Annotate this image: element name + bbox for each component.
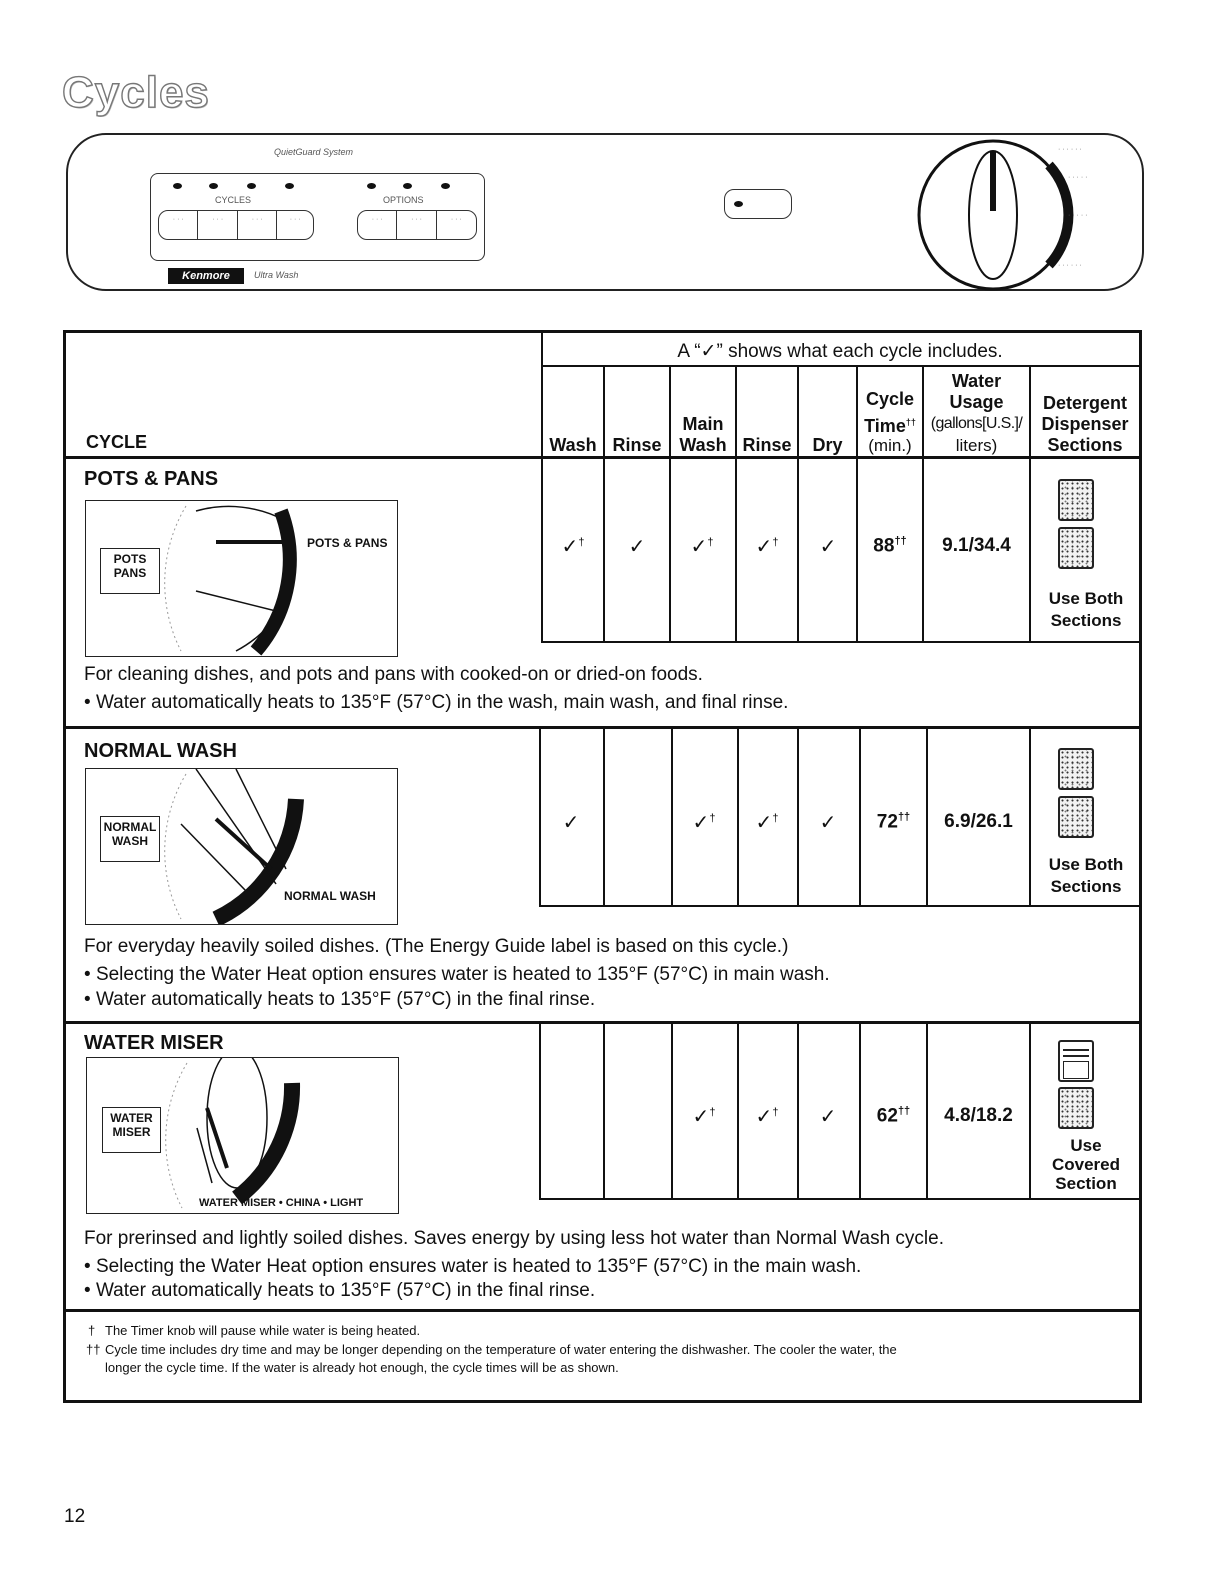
desc-pots: For cleaning dishes, and pots and pans with cooked-on or dried-on foods. <box>84 664 703 685</box>
cycle-time-pots: 88†† <box>873 535 907 557</box>
check-rinse-2: ✓† <box>755 536 779 558</box>
col-header-det-2: Dispenser <box>1041 414 1129 434</box>
pots-pans-dial-label: POTS & PANS <box>307 536 388 550</box>
col-header-main-wash-2: Wash <box>679 435 727 455</box>
system-label: QuietGuard System <box>274 147 354 157</box>
control-panel-illustration <box>66 133 1144 291</box>
col-header-water-1: Water <box>951 371 1002 391</box>
det-note-pots: Use Both Sections <box>1048 589 1124 630</box>
desc-normal: For everyday heavily soiled dishes. (The Energy Guide label is based on this cycle.) <box>84 936 789 957</box>
water-usage-normal: 6.9/26.1 <box>944 811 1013 832</box>
col-header-cycle-time-2: Time†† <box>864 416 916 436</box>
svg-text:· · · · ·: · · · · · <box>1068 174 1088 181</box>
col-header-cycle: CYCLE <box>86 432 148 452</box>
col-header-wash: Wash <box>549 435 597 455</box>
check-dry: ✓ <box>819 536 837 558</box>
col-header-water-4: liters) <box>955 436 998 455</box>
check-main-wash: ✓† <box>692 812 716 834</box>
detergent-open-icon <box>1058 1087 1094 1129</box>
check-main-wash: ✓† <box>690 536 714 558</box>
detergent-open-icon <box>1058 796 1094 838</box>
footnote-1: † The Timer knob will pause while water is being heated. <box>88 1323 421 1338</box>
cycle-buttons: · · · · · · · · · · · · <box>158 210 314 240</box>
check-dry: ✓ <box>819 1106 837 1128</box>
check-wash: ✓† <box>561 536 585 558</box>
water-usage-miser: 4.8/18.2 <box>944 1105 1013 1126</box>
water-miser-dial-label: WATER MISER • CHINA • LIGHT <box>199 1197 364 1209</box>
brand-sub: Ultra Wash <box>254 270 299 280</box>
option-buttons: · · · · · · · · · <box>357 210 477 240</box>
detergent-covered-icon <box>1058 1040 1094 1082</box>
col-header-rinse: Rinse <box>612 435 662 455</box>
col-header-water-3: (gallons[U.S.]/ <box>930 415 1023 432</box>
water-usage-pots: 9.1/34.4 <box>942 535 1011 556</box>
detergent-open-icon <box>1058 527 1094 569</box>
col-header-det-1: Detergent <box>1042 393 1127 413</box>
bullet-miser-2: • Water automatically heats to 135°F (57°C) in the final rinse. <box>84 1280 596 1301</box>
col-header-rinse-2: Rinse <box>742 435 792 455</box>
check-rinse-2: ✓† <box>755 812 779 834</box>
water-miser-button: WATER MISER <box>102 1107 161 1153</box>
check-rinse-2: ✓† <box>755 1106 779 1128</box>
pots-pans-button: POTS PANS <box>100 548 160 594</box>
cycle-options-button-group <box>150 173 485 261</box>
col-header-cycle-time-1: Cycle <box>865 389 915 409</box>
check-wash: ✓ <box>562 812 580 834</box>
cycle-time-miser: 62†† <box>876 1105 911 1127</box>
check-dry: ✓ <box>819 812 837 834</box>
water-miser-illustration <box>86 1057 399 1214</box>
col-header-cycle-time-3: (min.) <box>868 436 912 455</box>
bullet-normal-2: • Water automatically heats to 135°F (57°C) in the final rinse. <box>84 989 596 1010</box>
det-note-miser: Use Covered Section <box>1051 1136 1121 1193</box>
detergent-open-icon <box>1058 479 1094 521</box>
center-indicator <box>724 189 792 219</box>
row-title-water-miser: WATER MISER <box>84 1032 224 1054</box>
desc-miser: For prerinsed and lightly soiled dishes. Saves energy by using less hot water than Normal Wash cycle. <box>84 1228 944 1249</box>
normal-wash-illustration <box>85 768 398 925</box>
cycles-label: CYCLES <box>215 195 252 205</box>
brand-logo: Kenmore <box>168 268 244 284</box>
normal-wash-dial-label: NORMAL WASH <box>284 889 376 903</box>
svg-text:· · · · · ·: · · · · · · <box>1058 146 1082 153</box>
normal-wash-button: NORMAL WASH <box>100 816 160 862</box>
check-rinse: ✓ <box>628 536 646 558</box>
col-header-dry: Dry <box>812 435 843 455</box>
page-title: Cycles <box>62 68 210 117</box>
bullet-normal-1: • Selecting the Water Heat option ensures water is heated to 135°F (57°C) in main wash. <box>84 964 830 985</box>
footnote-2: †† Cycle time includes dry time and may be longer depending on the temperature of water entering the dishwasher. The cooler the water, the <box>86 1342 897 1357</box>
options-label: OPTIONS <box>383 195 424 205</box>
cycle-time-normal: 72†† <box>876 811 911 833</box>
bullet-miser-1: • Selecting the Water Heat option ensures water is heated to 135°F (57°C) in the main wash. <box>84 1256 862 1277</box>
table-legend: A “✓” shows what each cycle includes. <box>677 341 1003 362</box>
pots-pans-illustration <box>85 500 398 657</box>
svg-text:· · · · · ·: · · · · · · <box>1058 262 1082 269</box>
col-header-main-wash-1: Main <box>682 414 724 434</box>
timer-dial-icon <box>908 137 1144 291</box>
det-note-normal: Use Both Sections <box>1048 855 1124 896</box>
check-main-wash: ✓† <box>692 1106 716 1128</box>
col-header-det-3: Sections <box>1047 435 1123 455</box>
detergent-open-icon <box>1058 748 1094 790</box>
page-number: 12 <box>64 1506 86 1527</box>
row-title-normal-wash: NORMAL WASH <box>84 740 237 762</box>
bullet-pots-1: • Water automatically heats to 135°F (57°C) in the wash, main wash, and final rinse. <box>84 692 789 713</box>
row-title-pots-pans: POTS & PANS <box>84 468 219 490</box>
col-header-water-2: Usage <box>949 392 1004 412</box>
footnote-2-cont: longer the cycle time. If the water is already hot enough, the cycle times will be as shown. <box>105 1360 619 1375</box>
svg-text:· · · · ·: · · · · · <box>1068 212 1088 219</box>
